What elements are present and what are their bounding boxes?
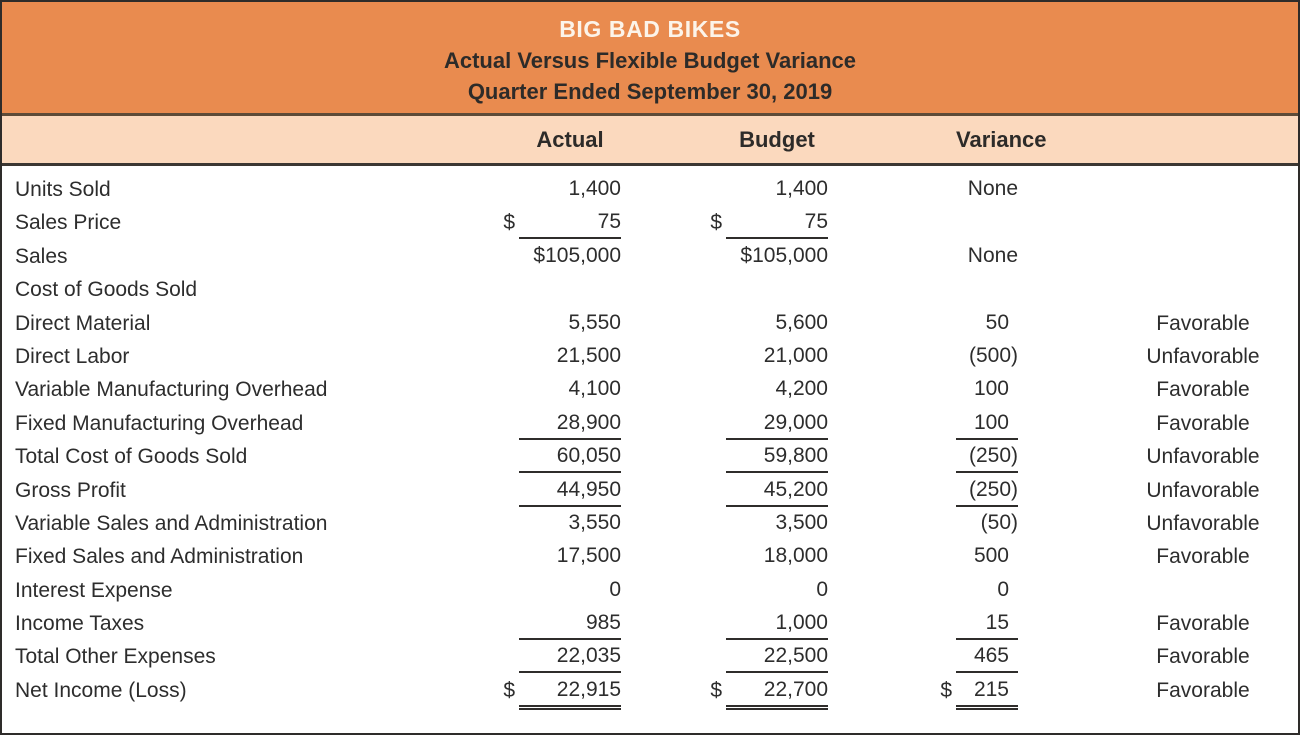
actual-cell [421,577,621,605]
actual-value: 21,500 [556,343,621,367]
actual-cell [421,543,621,571]
row-label: Total Cost of Goods Sold [15,445,248,469]
table-row [2,677,1298,710]
table-row [2,376,1298,409]
report-title: Actual Versus Flexible Budget Variance [443,48,857,73]
row-label: Fixed Manufacturing Overhead [15,411,304,435]
variance-cell [828,243,1018,271]
budget-cell [621,610,828,640]
table-row [2,176,1298,209]
budget-cell [621,577,828,605]
actual-value: 75 [519,209,621,239]
dollar-sign: $ [503,211,515,235]
budget-value: 29,000 [726,410,828,440]
table-row [2,343,1298,376]
row-label: Sales Price [15,211,122,235]
variance-cell [828,376,1018,404]
column-header-row [2,116,1298,166]
row-label: Cost of Goods Sold [15,278,198,302]
budget-value: $105,000 [740,243,828,267]
actual-value: 1,400 [568,177,621,200]
table-row [2,209,1298,242]
variance-cell [828,209,1018,211]
budget-cell [621,176,828,204]
budget-cell [621,276,828,278]
variance-value: 15 [956,610,1018,640]
budget-value: 0 [816,577,828,601]
column-header-actual: Actual [536,126,604,152]
budget-cell [621,643,828,673]
dollar-sign: $ [710,678,722,702]
variance-value: 465 [956,643,1018,673]
table-row [2,276,1298,309]
actual-value: 0 [609,577,621,601]
variance-cell [828,410,1018,440]
budget-cell [621,410,828,440]
row-label: Fixed Sales and Administration [15,545,304,569]
table-row [2,410,1298,443]
dollar-sign: $ [940,678,952,702]
table-row [2,510,1298,543]
budget-value: 3,500 [775,510,828,534]
actual-value: $105,000 [533,243,621,267]
table-row [2,543,1298,576]
budget-value: 1,000 [726,610,828,640]
status-label: Favorable [1156,645,1250,669]
variance-value [956,209,1018,211]
actual-value: 60,050 [519,443,621,473]
actual-cell [421,610,621,640]
variance-cell [828,610,1018,640]
row-label: Units Sold [15,178,111,201]
budget-value: 18,000 [763,544,828,568]
table-row [2,643,1298,676]
variance-cell [828,343,1018,371]
table-row [2,243,1298,276]
budget-cell [621,343,828,371]
budget-cell [621,543,828,571]
status-label: Unfavorable [1146,478,1260,502]
actual-value: 5,550 [568,310,621,334]
actual-cell [421,310,621,338]
actual-value [519,276,621,278]
row-label: Gross Profit [15,478,126,502]
actual-cell [421,209,621,239]
row-label: Direct Material [15,311,151,335]
actual-value: 4,100 [568,377,621,401]
budget-value: 59,800 [726,443,828,473]
column-header-variance: Variance [956,126,1047,152]
status-label: Unfavorable [1146,445,1260,469]
variance-value: 100 [973,377,1009,401]
actual-cell [421,243,621,271]
budget-value [726,276,828,278]
budget-cell [621,477,828,507]
variance-cell [828,577,1018,605]
table-row [2,577,1298,610]
report-period: Quarter Ended September 30, 2019 [467,79,833,104]
dollar-sign: $ [503,678,515,702]
budget-value: 22,500 [726,643,828,673]
variance-value: (500) [968,343,1018,367]
status-label: Favorable [1156,678,1250,702]
budget-value: 21,000 [763,343,828,367]
budget-value: 5,600 [775,310,828,334]
variance-value: (250) [956,443,1018,473]
dollar-sign: $ [710,211,722,235]
variance-value: 0 [997,577,1009,601]
budget-cell [621,243,828,271]
row-label: Interest Expense [15,578,173,602]
company-name: BIG BAD BIKES [559,16,741,42]
variance-cell [828,176,1018,204]
variance-cell [828,310,1018,338]
actual-cell [421,176,621,204]
variance-value: 50 [985,310,1009,334]
actual-value: 17,500 [556,544,621,568]
variance-cell [828,643,1018,673]
actual-value: 3,550 [568,510,621,534]
row-label: Variable Manufacturing Overhead [15,378,328,402]
row-label: Total Other Expenses [15,645,216,669]
variance-value: 215 [956,677,1018,710]
status-label: Favorable [1156,411,1250,435]
budget-value: 4,200 [775,377,828,401]
budget-cell [621,376,828,404]
row-label: Net Income (Loss) [15,678,187,702]
table-row [2,310,1298,343]
table-row [2,610,1298,643]
actual-value: 28,900 [519,410,621,440]
actual-cell [421,376,621,404]
status-label: Unfavorable [1146,511,1260,535]
status-label: Favorable [1156,545,1250,569]
row-label: Sales [15,244,68,268]
variance-cell [828,443,1018,473]
variance-value: 500 [973,544,1009,568]
actual-cell [421,643,621,673]
variance-cell [828,477,1018,507]
variance-value [956,276,1018,278]
budget-value: 1,400 [775,177,828,200]
actual-value: 22,915 [519,677,621,710]
status-label: Favorable [1156,612,1250,636]
table-row [2,443,1298,476]
actual-value: 44,950 [519,477,621,507]
table-row [2,477,1298,510]
statement-body [2,166,1298,710]
budget-value: 75 [726,209,828,239]
variance-cell [828,510,1018,538]
actual-value: 985 [519,610,621,640]
status-label: Unfavorable [1146,344,1260,368]
actual-cell [421,276,621,278]
budget-value: 45,200 [726,477,828,507]
actual-cell [421,443,621,473]
budget-cell [621,677,828,710]
actual-cell [421,410,621,440]
actual-value: 22,035 [519,643,621,673]
variance-cell [828,543,1018,571]
budget-cell [621,443,828,473]
variance-value: (50) [980,510,1018,534]
actual-cell [421,477,621,507]
variance-value: 100 [956,410,1018,440]
status-label: Favorable [1156,378,1250,402]
budget-cell [621,510,828,538]
row-label: Income Taxes [15,612,145,636]
budget-cell [621,209,828,239]
variance-cell [828,677,1018,710]
row-label: Variable Sales and Administration [15,511,328,535]
report-banner [2,2,1298,116]
budget-cell [621,310,828,338]
budget-value: 22,700 [726,677,828,710]
variance-value: (250) [956,477,1018,507]
variance-cell [828,276,1018,278]
row-label: Direct Labor [15,344,130,368]
actual-cell [421,343,621,371]
status-label: Favorable [1156,311,1250,335]
actual-cell [421,510,621,538]
variance-value: None [967,243,1018,267]
actual-cell [421,677,621,710]
variance-value: None [967,177,1018,200]
column-header-budget: Budget [739,126,815,152]
